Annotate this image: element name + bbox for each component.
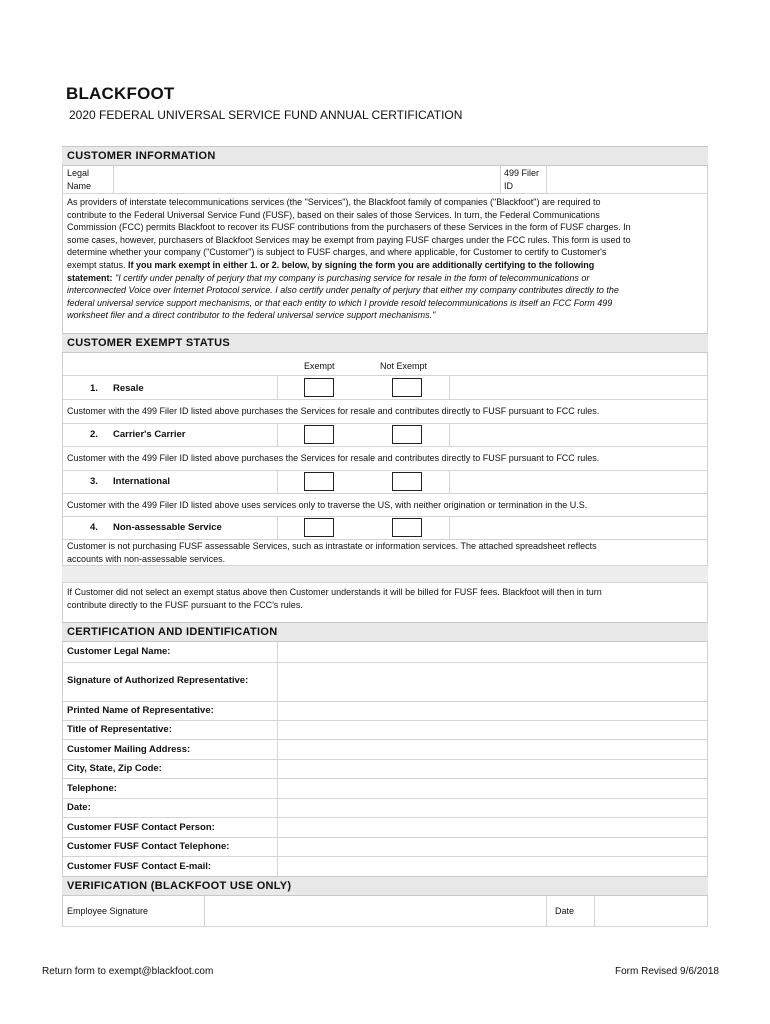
divider bbox=[277, 423, 278, 446]
divider bbox=[62, 856, 708, 857]
customer-legal-name-field[interactable] bbox=[280, 643, 704, 661]
divider bbox=[594, 896, 595, 926]
verification-date-label: Date bbox=[555, 906, 575, 916]
legal-name-label-line1: Legal bbox=[67, 168, 90, 178]
divider bbox=[62, 193, 708, 194]
signature-label: Signature of Authorized Representative: bbox=[67, 675, 249, 686]
divider bbox=[449, 470, 450, 493]
fusf-contact-email-label: Customer FUSF Contact E-mail: bbox=[67, 861, 212, 872]
divider bbox=[62, 817, 708, 818]
fusf-contact-person-field[interactable] bbox=[280, 819, 704, 837]
divider bbox=[546, 896, 547, 926]
title-label: Title of Representative: bbox=[67, 724, 172, 735]
international-description: Customer with the 499 Filer ID listed above uses services only to traverse the US, with neither origination or termination in the U.S. bbox=[67, 500, 588, 510]
legal-name-field[interactable] bbox=[116, 168, 496, 191]
resale-not-exempt-checkbox[interactable] bbox=[392, 378, 422, 397]
divider bbox=[62, 926, 708, 927]
title-field[interactable] bbox=[280, 721, 704, 739]
printed-name-field[interactable] bbox=[280, 702, 704, 720]
city-state-zip-field[interactable] bbox=[280, 760, 704, 778]
divider bbox=[62, 375, 708, 376]
non-assessable-description: Customer is not purchasing FUSF assessable Services, such as intrastate or information services. The attached spreadsheet reflects accounts with non-assessable services. bbox=[67, 541, 597, 564]
not-exempt-column-label: Not Exempt bbox=[380, 361, 428, 371]
legal-name-label-line2: Name bbox=[67, 181, 92, 191]
item-number: 3. bbox=[90, 476, 98, 487]
company-title: BLACKFOOT bbox=[66, 84, 175, 103]
form-title: 2020 FEDERAL UNIVERSAL SERVICE FUND ANNUAL CERTIFICATION bbox=[69, 108, 463, 122]
non-assessable-exempt-checkbox[interactable] bbox=[304, 518, 334, 537]
item-number: 1. bbox=[90, 383, 98, 394]
resale-exempt-checkbox[interactable] bbox=[304, 378, 334, 397]
resale-label: Resale bbox=[113, 383, 144, 394]
telephone-field[interactable] bbox=[280, 780, 704, 798]
date-field[interactable] bbox=[280, 799, 704, 817]
divider bbox=[62, 493, 708, 494]
carriers-carrier-not-exempt-checkbox[interactable] bbox=[392, 425, 422, 444]
employee-signature-field[interactable] bbox=[207, 898, 543, 924]
fusf-contact-person-label: Customer FUSF Contact Person: bbox=[67, 822, 215, 833]
carriers-carrier-label: Carrier's Carrier bbox=[113, 429, 186, 440]
mailing-address-label: Customer Mailing Address: bbox=[67, 744, 191, 755]
fusf-contact-telephone-field[interactable] bbox=[280, 838, 704, 856]
telephone-label: Telephone: bbox=[67, 783, 117, 794]
mailing-address-field[interactable] bbox=[280, 741, 704, 759]
exempt-column-label: Exempt bbox=[304, 361, 335, 371]
divider bbox=[62, 516, 708, 517]
date-label: Date: bbox=[67, 802, 91, 813]
customer-legal-name-label: Customer Legal Name: bbox=[67, 646, 171, 657]
return-form-text: Return form to exempt@blackfoot.com bbox=[42, 966, 214, 977]
printed-name-label: Printed Name of Representative: bbox=[67, 705, 214, 716]
employee-signature-label: Employee Signature bbox=[67, 906, 149, 916]
divider bbox=[62, 662, 708, 663]
divider bbox=[277, 470, 278, 493]
signature-field[interactable] bbox=[280, 664, 704, 700]
international-exempt-checkbox[interactable] bbox=[304, 472, 334, 491]
international-label: International bbox=[113, 476, 171, 487]
divider bbox=[62, 399, 708, 400]
city-state-zip-label: City, State, Zip Code: bbox=[67, 763, 162, 774]
divider bbox=[62, 778, 708, 779]
item-number: 4. bbox=[90, 522, 98, 533]
divider bbox=[277, 516, 278, 539]
divider bbox=[204, 896, 205, 926]
fusf-contact-telephone-label: Customer FUSF Contact Telephone: bbox=[67, 841, 230, 852]
form-revised-text: Form Revised 9/6/2018 bbox=[615, 966, 719, 977]
divider bbox=[449, 375, 450, 399]
divider bbox=[500, 166, 501, 193]
spacer-band bbox=[62, 565, 708, 583]
billing-note: If Customer did not select an exempt status above then Customer understands it will be billed for FUSF fees. Blackfoot will then in turn contribute directly to the FUSF pursuant to the FCC's rules. bbox=[67, 587, 602, 610]
filer-id-label-line1: 499 Filer bbox=[504, 168, 540, 178]
verification-header: VERIFICATION (BLACKFOOT USE ONLY) bbox=[62, 876, 708, 896]
divider bbox=[62, 446, 708, 447]
resale-description: Customer with the 499 Filer ID listed above purchases the Services for resale and contributes directly to FUSF pursuant to FCC rules. bbox=[67, 406, 600, 416]
divider bbox=[62, 423, 708, 424]
divider bbox=[277, 375, 278, 399]
carriers-carrier-exempt-checkbox[interactable] bbox=[304, 425, 334, 444]
customer-information-header: CUSTOMER INFORMATION bbox=[62, 146, 708, 166]
customer-exempt-status-header: CUSTOMER EXEMPT STATUS bbox=[62, 333, 708, 353]
divider bbox=[449, 423, 450, 446]
filer-id-field[interactable] bbox=[549, 168, 704, 191]
filer-id-label-line2: ID bbox=[504, 181, 513, 191]
item-number: 2. bbox=[90, 429, 98, 440]
divider bbox=[449, 516, 450, 539]
verification-date-field[interactable] bbox=[597, 898, 704, 924]
carriers-carrier-description: Customer with the 499 Filer ID listed above purchases the Services for resale and contributes directly to FUSF pursuant to FCC rules. bbox=[67, 453, 600, 463]
divider bbox=[113, 166, 114, 193]
certification-header: CERTIFICATION AND IDENTIFICATION bbox=[62, 622, 708, 642]
divider bbox=[546, 166, 547, 193]
divider bbox=[62, 739, 708, 740]
divider bbox=[62, 470, 708, 471]
non-assessable-not-exempt-checkbox[interactable] bbox=[392, 518, 422, 537]
fusf-contact-email-field[interactable] bbox=[280, 858, 704, 876]
intro-paragraph: As providers of interstate telecommunications services (the "Services"), the Blackfoot family of companies ("Blackfoot") are required to contribute to the Federal Universal Service Fund (FUSF), based on their sales of those Services. In turn, the Federal Communications Commission (FCC) permits Blackfoot to recover its FUSF contributions from the purchasers of these Services in the form of FUSF charges. In some cases, however, purchasers of Blackfoot Services may be exempt from paying FUSF charges under the FCC rules. This form is used to determine whether your company ("Customer") is subject to FUSF charges, and where applicable, for Customer to certify to Customer's exempt status. If you mark exempt in either 1. or 2. below, by signing the form you are additionally certifying to the following statement: "I certify under penalty of perjury that my company is purchasing service for resale in the form of telecommunications or interconnected Voice over Internet Protocol service. I also certify under penalty of perjury that either my company contributes directly to the federal universal service support mechanisms, or that each entity to which I provide resold telecommunications is itself an FCC Form 499 worksheet filer and a direct contributor to the federal universal service support mechanisms." bbox=[67, 197, 631, 321]
non-assessable-label: Non-assessable Service bbox=[113, 522, 222, 533]
international-not-exempt-checkbox[interactable] bbox=[392, 472, 422, 491]
